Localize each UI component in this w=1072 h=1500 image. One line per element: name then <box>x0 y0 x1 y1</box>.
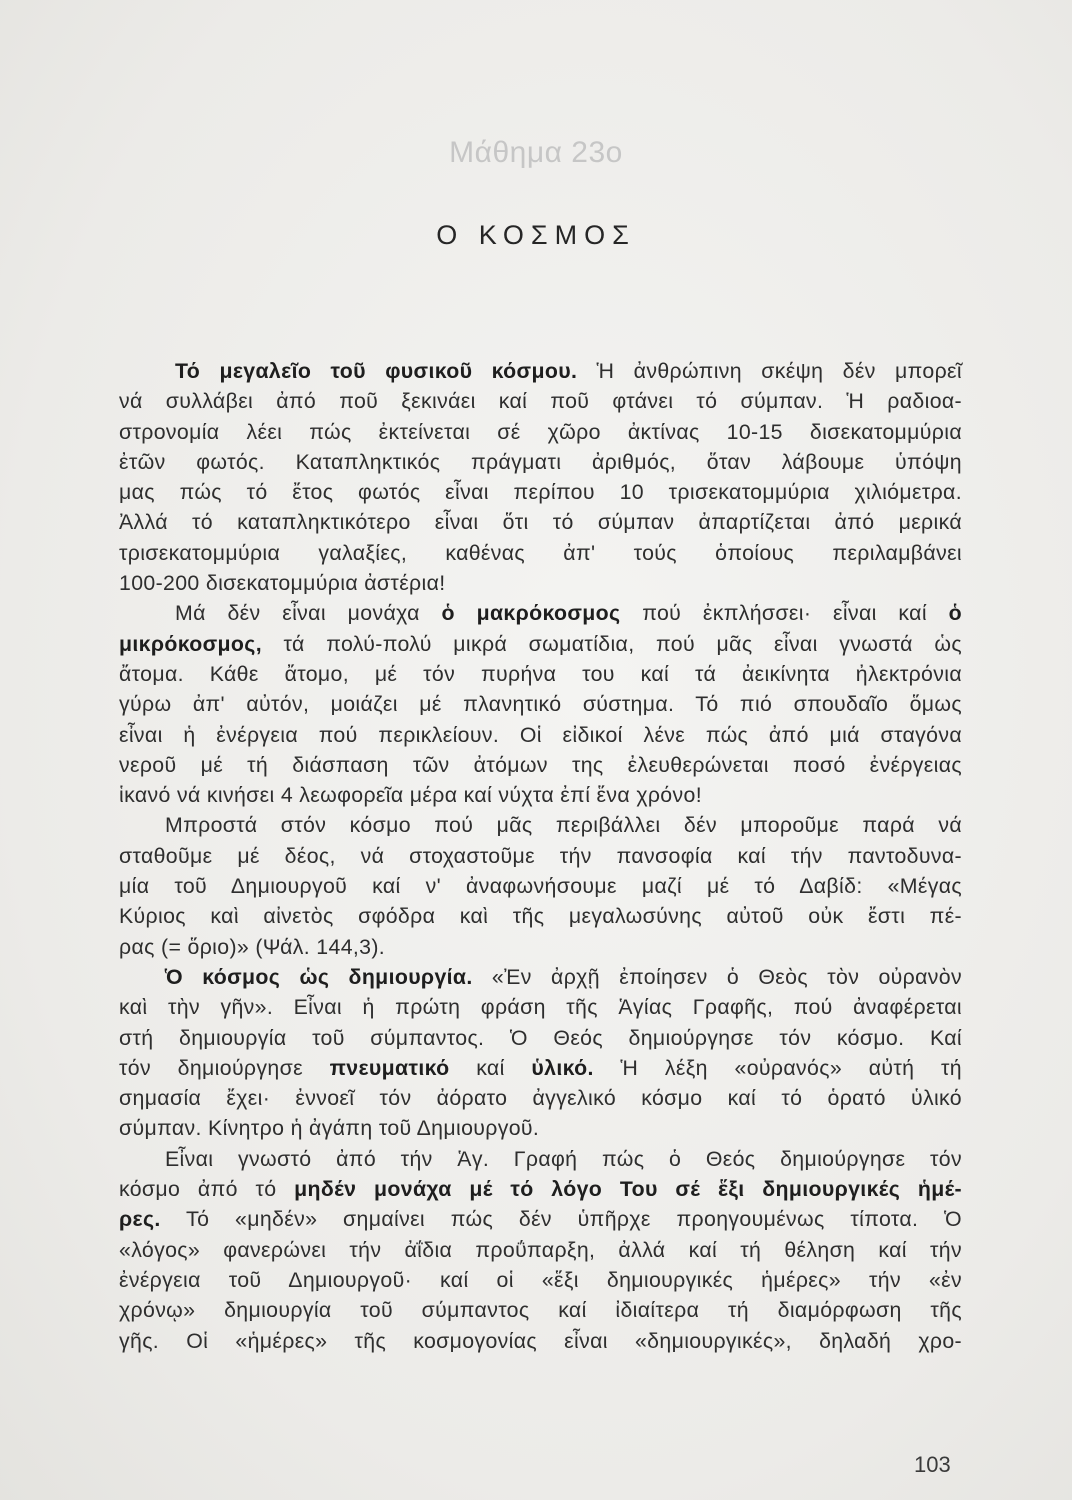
text-line: τρισεκατομμύρια γαλαξίες, καθένας ἀπ' τούς ὁποίους περιλαμβάνει <box>119 540 962 565</box>
text-line: στρονομία λέει πώς ἐκτείνεται σέ χῶρο ἀκτίνας 10-15 δισεκατομμύρια <box>119 419 962 444</box>
text-line: ρας (= ὅριο)» (Ψάλ. 144,3). <box>119 934 386 959</box>
text-line: στή δημιουργία τοῦ σύμπαντος. Ὁ Θεός δημιούργησε τόν κόσμο. Καί <box>119 1025 962 1050</box>
text-line: μας πώς τό ἔτος φωτός εἶναι περίπου 10 τρισεκατομμύρια χιλιόμετρα. <box>119 480 962 505</box>
text-line: ἐνέργεια τοῦ Δημιουργοῦ· καί οἱ «ἕξι δημιουργικές ἡμέρες» τήν «ἐν <box>119 1267 962 1292</box>
text-line: τόν δημιούργησε πνευματικό καί ὑλικό. Ἡ λέξη «οὐρανός» αὐτή τή <box>119 1055 962 1080</box>
page-number: 103 <box>914 1452 951 1477</box>
text-line: 100-200 δισεκατομμύρια ἀστέρια! <box>119 571 446 596</box>
text-line: Κύριος καὶ αἰνετὸς σφόδρα καὶ τῆς μεγαλωσύνης αὐτοῦ οὐκ ἔστι πέ- <box>119 904 962 929</box>
text-line: Τό μεγαλεῖο τοῦ φυσικοῦ κόσμου. Ἡ ἀνθρώπινη σκέψη δέν μπορεῖ <box>175 359 962 383</box>
text-line: γῆς. Οἱ «ἡμέρες» τῆς κοσμογονίας εἶναι «δημιουργικές», δηλαδή χρο- <box>119 1328 962 1353</box>
text-line: ρες. Τό «μηδέν» σημαίνει πώς δέν ὑπῆρχε προηγουμένως τίποτα. Ὁ <box>119 1207 962 1232</box>
text-line: χρόνῳ» δημιουργία τοῦ σύμπαντος καί ἰδιαίτερα τή διαμόρφωση τῆς <box>119 1298 962 1323</box>
page-title: Ο ΚΟΣΜΟΣ <box>436 220 636 250</box>
text-line: καὶ τὴν γῆν». Εἶναι ἡ πρώτη φράση τῆς Ἁγίας Γραφῆς, πού ἀναφέρεται <box>119 995 962 1020</box>
text-line: εἶναι ἡ ἐνέργεια πού περικλείουν. Οἱ εἰδικοί λένε πώς ἀπό μιά σταγόνα <box>119 722 962 747</box>
lesson-label: Μάθημα 23ο <box>449 136 623 169</box>
text-line: νεροῦ μέ τή διάσπαση τῶν ἀτόμων της ἐλευθερώνεται ποσό ἐνέργειας <box>119 752 962 777</box>
body-text <box>119 356 962 1356</box>
text-line: μικρόκοσμος, τά πολύ-πολύ μικρά σωματίδια, πού μᾶς εἶναι γνωστά ὡς <box>119 631 962 656</box>
text-line: Ἀλλά τό καταπληκτικότερο εἶναι ὅτι τό σύμπαν ἀπαρτίζεται ἀπό μερικά <box>119 510 962 535</box>
text-line: ἄτομα. Κάθε ἄτομο, μέ τόν πυρήνα του καί τά ἀεικίνητα ἠλεκτρόνια <box>119 661 962 686</box>
text-line: σταθοῦμε μέ δέος, νά στοχαστοῦμε τήν πανσοφία καί τήν παντοδυνα- <box>119 843 962 868</box>
text-line: Εἶναι γνωστό ἀπό τήν Ἁγ. Γραφή πώς ὁ Θεός δημιούργησε τόν <box>165 1146 962 1171</box>
text-line: ἐτῶν φωτός. Καταπληκτικός πράγματι ἀριθμός, ὅταν λάβουμε ὑπόψη <box>119 449 962 474</box>
text-line: μία τοῦ Δημιουργοῦ καί ν' ἀναφωνήσουμε μαζί μέ τό Δαβίδ: «Μέγας <box>119 874 962 899</box>
text-line: Μπροστά στόν κόσμο πού μᾶς περιβάλλει δέν μποροῦμε παρά νά <box>165 813 962 838</box>
text-line: σύμπαν. Κίνητρο ἡ ἀγάπη τοῦ Δημιουργοῦ. <box>119 1116 540 1141</box>
text-line: ἱκανό νά κινήσει 4 λεωφορεῖα μέρα καί νύχτα ἐπί ἕνα χρόνο! <box>119 783 702 808</box>
text-line: κόσμο ἀπό τό μηδέν μονάχα μέ τό λόγο Του σέ ἕξι δημιουργικές ἡμέ- <box>119 1177 963 1202</box>
text-line: Ὁ κόσμος ὡς δημιουργία. «Ἐν ἀρχῇ ἐποίησεν ὁ Θεὸς τὸν οὐρανὸν <box>165 964 962 989</box>
text-line: σημασία ἔχει· ἐννοεῖ τόν ἀόρατο ἀγγελικό κόσμο καί τό ὁρατό ὑλικό <box>119 1086 962 1111</box>
text-line: «λόγος» φανερώνει τήν ἀΐδια προΰπαρξη, ἀλλά καί τή θέληση καί τήν <box>119 1237 962 1262</box>
text-line: Μά δέν εἶναι μονάχα ὁ μακρόκοσμος πού ἐκπλήσσει· εἶναι καί ὁ <box>175 601 962 626</box>
text-line: γύρω ἀπ' αὐτόν, μοιάζει μέ πλανητικό σύστημα. Τό πιό σπουδαῖο ὅμως <box>119 692 962 717</box>
text-line: νά συλλάβει ἀπό ποῦ ξεκινάει καί ποῦ φτάνει τό σύμπαν. Ἡ ραδιοα- <box>119 389 962 414</box>
